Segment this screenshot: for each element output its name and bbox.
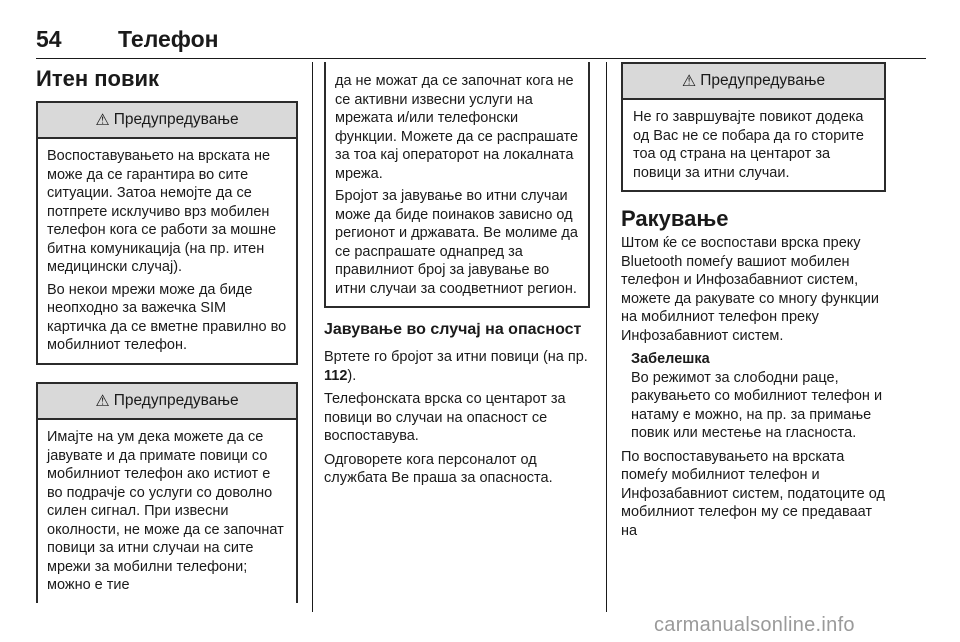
paragraph-data-transfer: По воспоставувањето на врската помеѓу мобилниот телефон и Инфозабавниот систем, податоците од мобилниот телефон му се предаваат на — [621, 448, 885, 539]
warning-triangle-icon: ⚠ — [95, 112, 110, 129]
dial-text-after: ). — [347, 367, 357, 384]
warning-title: Предупредување — [113, 111, 239, 128]
emergency-number: 112 — [324, 367, 348, 384]
warning-paragraph: да не можат да се започнат кога не се активни извесни услуги на мрежата и/или телефонски функции. Можете да се распрашате за тоа кај операторот на локалната мрежа. — [335, 73, 579, 182]
column-divider-1 — [312, 62, 313, 612]
warning-box-header — [38, 103, 296, 139]
warning-box-header — [623, 64, 884, 100]
warning-box-body — [326, 62, 588, 306]
note-text: Во режимот за слободни раце, ракувањето со мобилниот телефон и натаму е можно, на пр. за примање повик или местење на гласноста. — [631, 369, 883, 441]
section-heading-operation: Ракување — [621, 206, 729, 231]
dial-text-before: Вртете го бројот за итни повици (на пр. — [324, 349, 588, 365]
operation-section — [621, 206, 886, 540]
warning-box-2 — [36, 382, 298, 603]
paragraph-connection: Телефонската врска со центарот за повици во случаи на опасност се воспоставува. — [324, 391, 566, 444]
warning-paragraph: Во некои мрежи може да биде неопходно за важечка SIM картичка да се вметне правилно во мобилниот телефон. — [47, 281, 287, 353]
section-heading-emergency-call: Итен повик — [36, 66, 160, 91]
warning-paragraph: Бројот за јавување во итни случаи може да биде поинаков зависно од регионот и државата. Ве молиме да се распрашате однапред за правилниот број за јавување во итни случаи за соодветниот регион. — [335, 188, 578, 297]
chapter-title: Телефон — [118, 26, 219, 52]
warning-box-continuation — [324, 62, 590, 308]
warning-paragraph: Воспоставувањето на врската не може да се гарантира во сите ситуации. Затоа немојте да се потпрете исклучиво врз мобилен телефон кога се работи за мошне битна комуникација (на пр. итен медицински случај). — [47, 148, 277, 275]
sub-heading-emergency: Јавување во случај на опасност — [324, 321, 582, 338]
warning-box-3 — [621, 62, 886, 192]
note-box — [621, 350, 886, 443]
note-title: Забелешка — [631, 351, 710, 367]
page-header — [36, 26, 926, 60]
warning-box-body — [38, 139, 296, 363]
warning-box-body — [623, 100, 884, 190]
warning-triangle-icon: ⚠ — [95, 393, 110, 410]
warning-paragraph: Имајте на ум дека можете да се јавувате и да примате повици со мобилниот телефон ако истиот е во подрачје со услуги со доволно силен сигнал. При извесни околности, не може да се започнат повици за итни случаи на сите мрежи за мобилни телефони; можно е тие — [47, 429, 284, 593]
column-divider-2 — [606, 62, 607, 612]
warning-paragraph: Не го завршувајте повикот додека од Вас не се побара да го сторите тоа од страна на центарот за повици за итни случаи. — [633, 109, 864, 181]
paragraph-bluetooth: Штом ќе се воспостави врска преку Bluetooth помеѓу вашиот мобилен телефон и Инфозабавниот систем, можете да ракувате со многу функции на мобилниот телефон преку Инфозабавниот систем. — [621, 235, 880, 344]
warning-box-1 — [36, 101, 298, 365]
emergency-section — [324, 320, 590, 488]
warning-box-header — [38, 384, 296, 420]
column-1 — [36, 62, 298, 593]
column-3 — [621, 62, 886, 545]
warning-title: Предупредување — [700, 72, 826, 89]
warning-title: Предупредување — [113, 392, 239, 409]
warning-box-body — [38, 420, 296, 603]
column-2 — [324, 62, 590, 493]
watermark: carmanualsonline.info — [654, 614, 855, 636]
paragraph-dial — [324, 348, 590, 385]
page-number: 54 — [36, 26, 62, 52]
header-rule — [36, 58, 926, 59]
warning-triangle-icon: ⚠ — [681, 73, 697, 90]
paragraph-answer: Одговорете кога персоналот од службата Ве праша за опасноста. — [324, 451, 553, 486]
